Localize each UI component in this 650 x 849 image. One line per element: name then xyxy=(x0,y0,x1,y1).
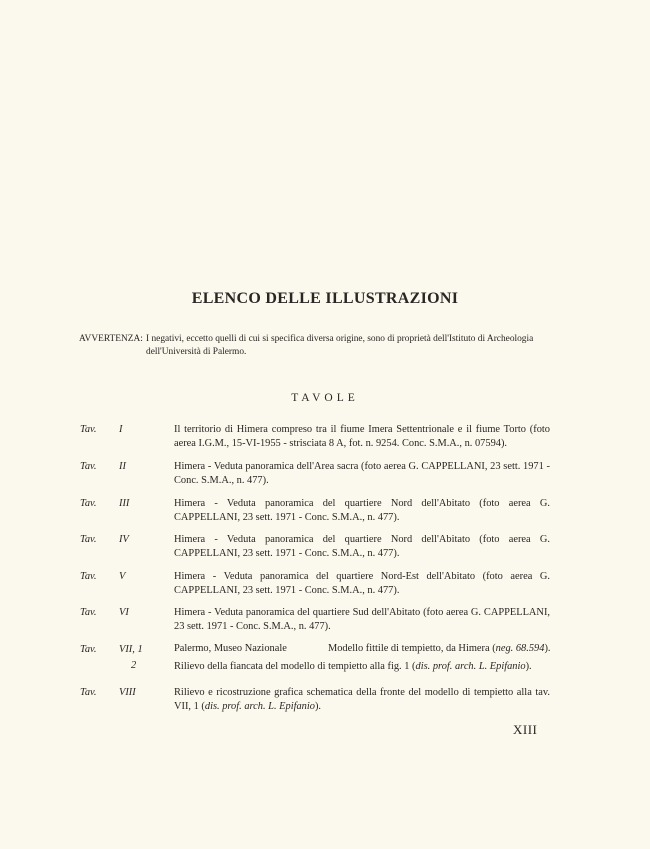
notice-block xyxy=(79,333,579,359)
plate-description: Himera - Veduta panoramica dell'Area sacra (foto aerea G. CAPPELLANI, 23 sett. 1971 - Conc. S.M.A., n. 477). xyxy=(174,461,550,486)
plate-entry xyxy=(80,423,550,450)
plate-number: I xyxy=(119,424,123,435)
plate-description: Himera - Veduta panoramica del quartiere Sud dell'Abitato (foto aerea G. CAPPELLANI, 23 sett. 1971 - Conc. S.M.A., n. 477). xyxy=(174,607,550,632)
plate-entry xyxy=(80,533,550,560)
plate-description: Il territorio di Himera compreso tra il fiume Imera Settentrionale e il fiume Torto (foto aerea I.G.M., 15-VI-1955 - strisciata 8 A, fot. n. 9254. Conc. S.M.A., n. 07594). xyxy=(174,424,550,449)
plate-entry xyxy=(80,497,550,524)
plate-number: VII, 1 xyxy=(119,644,143,655)
plate-label: Tav. xyxy=(80,461,97,472)
plate-entry xyxy=(80,606,550,633)
plate-sub-description: Rilievo della fiancata del modello di tempietto alla fig. 1 (dis. prof. arch. L. Epifanio). xyxy=(174,661,532,672)
plate-description: Himera - Veduta panoramica del quartiere Nord-Est dell'Abitato (foto aerea G. CAPPELLANI, 23 sett. 1971 - Conc. S.M.A., n. 477). xyxy=(174,571,550,596)
plate-number: II xyxy=(119,461,126,472)
plate-label: Tav. xyxy=(80,607,97,618)
plate-number: VIII xyxy=(119,687,136,698)
plate-description: Rilievo e ricostruzione grafica schematica della fronte del modello di tempietto alla tav. VII, 1 (dis. prof. arch. L. Epifanio). xyxy=(174,687,550,712)
page-number: XIII xyxy=(513,722,538,737)
plate-entry xyxy=(80,570,550,597)
plate-label: Tav. xyxy=(80,571,97,582)
page-title: ELENCO DELLE ILLUSTRAZIONI xyxy=(191,290,459,307)
plate-number: VI xyxy=(119,607,129,618)
plate-number: III xyxy=(119,498,130,509)
plate-description: Modello fittile di tempietto, da Himera (neg. 68.594). xyxy=(328,643,551,654)
notice-label: AVVERTENZA: xyxy=(79,334,143,344)
notice-text: I negativi, eccetto quelli di cui si specifica diversa origine, sono di proprietà dell'Istituto di Archeologia dell'Università di Palermo. xyxy=(146,334,534,357)
plate-label: Tav. xyxy=(80,424,97,435)
plate-label: Tav. xyxy=(80,687,97,698)
plate-entry xyxy=(80,460,550,487)
section-title: TAVOLE xyxy=(291,392,359,404)
plate-number: IV xyxy=(119,534,129,545)
plate-label: Tav. xyxy=(80,498,97,509)
plate-entry-viii xyxy=(80,686,550,713)
plate-label: Tav. xyxy=(80,534,97,545)
plate-label: Tav. xyxy=(80,644,97,655)
plate-description: Himera - Veduta panoramica del quartiere Nord dell'Abitato (foto aerea G. CAPPELLANI, 23 sett. 1971 - Conc. S.M.A., n. 477). xyxy=(174,534,550,559)
plate-subnumber: 2 xyxy=(131,660,137,671)
plate-location: Palermo, Museo Nazionale xyxy=(174,643,287,654)
plate-description: Himera - Veduta panoramica del quartiere Nord dell'Abitato (foto aerea G. CAPPELLANI, 23 sett. 1971 - Conc. S.M.A., n. 477). xyxy=(174,498,550,523)
plate-number: V xyxy=(119,571,126,582)
